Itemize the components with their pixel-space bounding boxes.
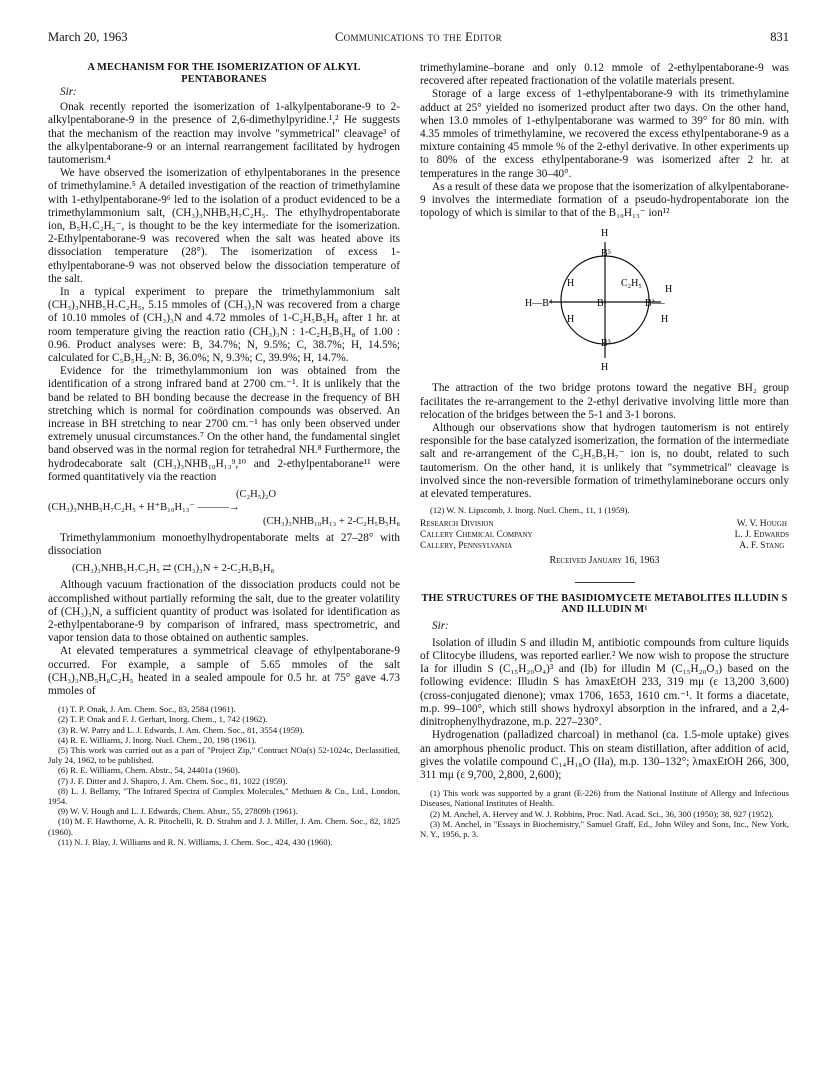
section-title: Communications to the Editor [335, 30, 502, 44]
label-h-top: H [600, 228, 608, 240]
article-divider [575, 582, 635, 583]
article1-paragraph: In a typical experiment to prepare the trimethylammonium salt (CH₃)₃NHB₅H₇C₂H₅, 5.15 mmoles of (CH₃)₃N was recovered from a charge of 10.10 mmoles of (CH₃)₃N and 4.72 mmoles of 1-C₂H₅B₅H₈ after 1 hr. at room temperature giving the reaction ratio (CH₃)₃N : 1-C₂H₅B₅H₈ of 1.00 : 0.96. Product analyses were: B, 34.7%; N, 9.5%; C, 38.7%; H, 14.5%; calculated for C₅B₅H₂₂N: B, 36.0%; N, 9.3%; C, 39.9%; H, 14.7%. [48, 286, 400, 365]
footnote: (10) M. F. Hawthorne, A. R. Pitochelli, R. D. Strahm and J. J. Miller, J. Am. Chem. Soc., 82, 1825 (1960). [48, 816, 400, 837]
equation-1 [48, 488, 400, 528]
label-h-b4: H—B⁴ [524, 298, 552, 310]
label-h-left: H [566, 278, 574, 290]
article2-paragraph: Isolation of illudin S and illudin M, antibiotic compounds from culture liquids of Clitocybe illudens, was reported earlier.² We now wish to propose the structure Ia for illudin S (C₁₅H₂₀O₄)³ and (Ib) for illudin M (C₁₅H₂₀O₃) based on the following evidence: Illudin S has λmaxEtOH 233, 319 mμ (ε 13,200 3,600) (cross-conjugated dienone); νmax 1706, 1653, 1610 cm.⁻¹. It forms a diacetate, m.p. 99–100°, which still shows hydroxyl absorption in the infrared, and a 2,4-dinitrophenylhydrazone, m.p. 227–230°. [420, 636, 789, 729]
label-c2h5: C₂H₅ [620, 278, 642, 290]
footnote: (1) This work was supported by a grant (E-226) from the National Institute of Allergy and Infectious Diseases, National Institutes of Health. [420, 788, 789, 809]
right-column [420, 62, 789, 839]
article1-paragraph: Trimethylammonium monoethylhydropentaborate melts at 27–28° with dissociation [48, 531, 400, 557]
article2-title: THE STRUCTURES OF THE BASIDIOMYCETE METABOLITES ILLUDIN S AND ILLUDIN M¹ [421, 592, 788, 616]
footnote: (2) T. P. Onak and F. J. Gerhart, Inorg. Chem., 1, 742 (1962). [58, 714, 268, 725]
footnote: (11) N. J. Blay, J. Williams and R. N. Williams, J. Chem. Soc., 424, 430 (1960). [58, 836, 333, 847]
boron-structure-diagram [505, 224, 705, 374]
authors [735, 519, 789, 552]
affiliation-line: Callery, Pennsylvania [420, 541, 513, 552]
article1-footnotes [48, 704, 400, 847]
affiliation-line: Callery Chemical Company [420, 530, 533, 541]
label-b5: B⁵ [600, 248, 611, 260]
label-h-right: H [664, 284, 672, 296]
equation-2: (CH₃)₃NHB₅H₇C₂H₅ ⇄ (CH₃)₃N + 2-C₂H₅B₅H₈ [72, 563, 275, 575]
equation-1-left: (CH₃)₃NHB₅H₇C₂H₅ + H⁺B₁₀H₁₃⁻ ———→ [48, 502, 240, 514]
article1-paragraph: Although vacuum fractionation of the dissociation products could not be accomplished without partially reforming the salt, due to the greater volatility of (CH₃)₃N, a sufficient quantity of product was isolated for identification as 2-ethylpentaborane-9 by comparison of infrared, mass spectrometric, and vapor tension data to those obtained on authentic samples. [48, 579, 400, 645]
footnote: (4) R. E. Williams, J. Inorg. Nucl. Chem., 20, 198 (1961). [58, 734, 257, 745]
article1-salutation: Sir: [60, 86, 77, 98]
article1-paragraph: Storage of a large excess of 1-ethylpentaborane-9 with its trimethylamine adduct at 25° yielded no isomerized product after two days. On the other hand, when 13.0 mmoles of 1-ethylpentaborane was warmed to 39° for 80 min. with 4.35 mmoles of trimethylamine, we recovered the excess ethylpentaborane-9 as a mixture containing 45 mmole % of the 2-ethyl derivative. In other experiments up to 80% of the excess ethylpentaborane-9 was isomerized after 2 hr. at temperatures in the range 30–40°. [420, 88, 789, 180]
author-name: L. J. Edwards [734, 530, 789, 541]
article1-paragraph: At elevated temperatures a symmetrical cleavage of ethylpentaborane-9 occurred. For example, a sample of 5.65 mmoles of the salt (CH₃)₃NB₅H₈C₂H₅ heated in a sealed ampoule for 0.5 hr. at 75° gave 4.73 mmoles of [48, 645, 400, 697]
article2-paragraph: Hydrogenation (palladized charcoal) in methanol (ca. 1.5-mole uptake) gives an amorphous phenolic product. This on steam distillation, after addition of acid, gives the volatile compound C₁₄H₁₈O (IIa), m.p. 130–132°; λmaxEtOH 266, 300, 311 mμ (ε 9,700, 2,800, 2,600); [420, 729, 789, 781]
article1-paragraph: Evidence for the trimethylammonium ion was obtained from the identification of a strong infrared band at 2700 cm.⁻¹. It is unlikely that the band be related to BH bonding because the decrease in the frequency of BH stretching which is normal for coördination compounds was observed. An increase in BH stretching to near 2700 cm.⁻¹ has only been observed under extremely unusual circumstances.⁷ On the other hand, the fundamental singlet band observed was in the normal region for tetrahedral NH.⁸ Furthermore, the hydrodecaborate salt (CH₃)₃NHB₁₀H₁₃⁹,¹⁰ and 2-ethylpentaborane¹¹ were formed quantitatively via the reaction [48, 365, 400, 483]
equation-1-condition: (C₂H₅)₂O [236, 489, 277, 501]
affiliation [420, 519, 533, 552]
footnote: (12) W. N. Lipscomb, J. Inorg. Nucl. Chem., 11, 1 (1959). [430, 505, 630, 516]
article1-paragraph: As a result of these data we propose that the isomerization of alkylpentaborane-9 involves the intermediate formation of a pseudo-hydropentaborate ion the topology of which is similar to that of the B₁₀H₁₃⁻ ion¹² [420, 180, 789, 220]
author-name: A. F. Stang [739, 541, 785, 552]
issue-date: March 20, 1963 [48, 30, 128, 44]
article1-paragraph: We have observed the isomerization of ethylpentaboranes in the presence of trimethylamine.⁵ A detailed investigation of the reaction of trimethylamine with 1-ethylpentaborane-9⁶ led to the isolation of a product evidenced to be a trimethylammonium salt, (CH₃)₃NHB₅H₇C₂H₅. The ethylhydropentaborate ion, B₅H₇C₂H₅⁻, is thought to be the key intermediate for the isomerization. 2-Ethylpentaborane-9 was recovered when the salt was heated above its dissociation temperature (28°). The isomerization of excess 1-ethylpentaborane-9 was not observed below the dissociation temperature of the salt. [48, 167, 400, 285]
label-h-bottom: H [600, 362, 608, 374]
equation-1-right: (CH₃)₃NHB₁₀H₁₃ + 2-C₂H₅B₅H₈ [262, 515, 400, 527]
footnote: (8) L. J. Bellamy, "The Infrared Spectra of Complex Molecules," Methuen & Co., Ltd., London, 1954. [48, 785, 400, 806]
affiliation-line: Research Division [420, 519, 494, 530]
footnote: (2) M. Anchel, A. Hervey and W. J. Robbins, Proc. Natl. Acad. Sci., 36, 300 (1950); 38, 927 (1952). [430, 808, 774, 819]
received-date: Received January 16, 1963 [549, 555, 660, 567]
article1-paragraph: Onak recently reported the isomerization of 1-alkylpentaborane-9 to 2-alkylpentaborane-9 in the presence of 2,6-dimethylpyridine.¹,² He suggests that the mechanism of the reaction may involve "symmetrical" cleavage³ of the alkylpentaborane-9 or an internal rearrangement facilitated by hydrogen tautomerism.⁴ [48, 101, 400, 167]
left-column [48, 62, 400, 847]
footnote: (1) T. P. Onak, J. Am. Chem. Soc., 83, 2584 (1961). [58, 704, 236, 715]
label-b1: B¹ [596, 298, 607, 310]
article1-paragraph: The attraction of the two bridge protons toward the negative BH₂ group facilitates the re-arrangement to the 2-ethyl derivative involving little more than relocation of the bridges between the 5-1 and 3-1 borons. [420, 382, 789, 421]
author-name: W. V. Hough [736, 519, 787, 530]
article2-footnotes [420, 788, 789, 839]
footnote: (9) W. V. Hough and L. J. Edwards, Chem. Abstr., 55, 27809b (1961). [58, 806, 298, 817]
article1-paragraph: trimethylamine–borane and only 0.12 mmole of 2-ethylpentaborane-9 was recovered after repeated fractionation of the volatile materials present. [420, 62, 789, 88]
page-header [48, 30, 789, 46]
label-b3: B³ [600, 338, 611, 350]
label-h-mid-right: H [660, 314, 668, 326]
footnote: (3) R. W. Parry and L. J. Edwards, J. Am. Chem. Soc., 81, 3554 (1959). [58, 724, 305, 735]
author-signature [420, 519, 789, 552]
article1-title: A MECHANISM FOR THE ISOMERIZATION OF ALKYL PENTABORANES [87, 62, 361, 85]
footnote: (3) M. Anchel, in "Essays in Biochemistry," Samuel Graff, Ed., John Wiley and Sons, Inc., New York, N. Y., 1956, p. 3. [420, 818, 789, 839]
footnote: (7) J. F. Ditter and J. Shapiro, J. Am. Chem. Soc., 81, 1022 (1959). [58, 775, 288, 786]
label-h-mid-left: H [566, 314, 574, 326]
article1-paragraph: Although our observations show that hydrogen tautomerism is not entirely responsible for the base catalyzed isomerization, the formation of the intermediate salt and re-arrangement of the C₂H₅B₅H₇⁻ ion is, no doubt, related to such tautomerism. On the other hand, it is unlikely that "symmetrical" cleavage is involved since the non-reversible formation of trimethylamineborane occurs only at elevated temperatures. [420, 422, 789, 501]
label-b2: B²— [644, 298, 665, 310]
footnote: (6) R. E. Williams, Chem. Abstr., 54, 24401a (1960). [58, 765, 240, 776]
article2-salutation: Sir: [432, 619, 449, 632]
page-number: 831 [770, 30, 789, 44]
footnote: (5) This work was carried out as a part of "Project Zip," Contract NOa(s) 52-1024c, Declassified, July 24, 1962, to be published. [48, 744, 400, 766]
